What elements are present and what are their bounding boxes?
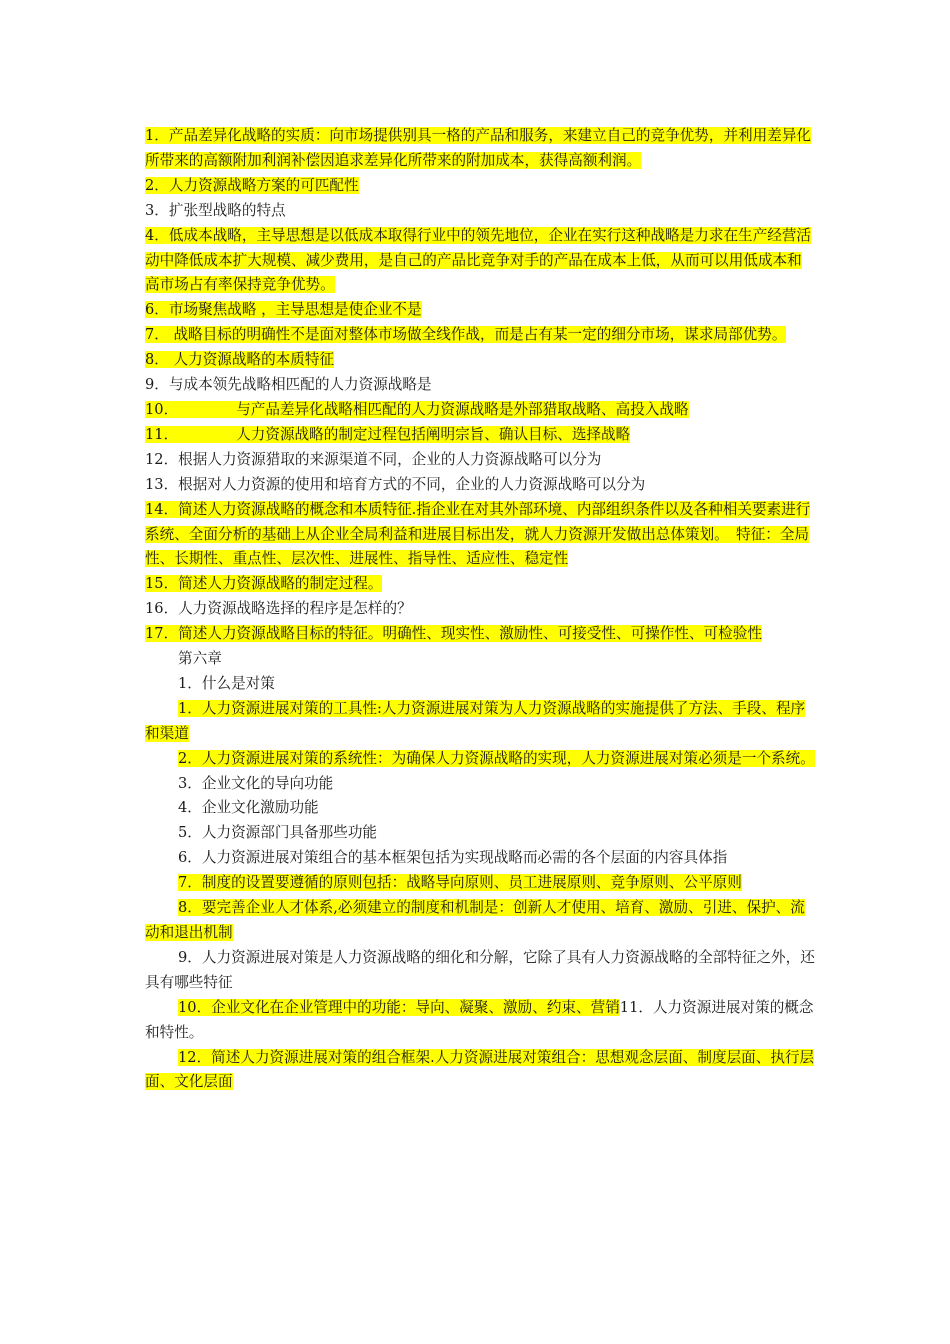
item-4 — [145, 224, 815, 299]
highlighted-text — [145, 426, 630, 443]
ch6-item-12 — [145, 1046, 815, 1096]
plain-text: 9．人力资源进展对策是人力资源战略的细化和分解，它除了具有人力资源战略的全部特征之外，还具有哪些特征 — [145, 948, 815, 991]
plain-text: 6．人力资源进展对策组合的基本框架包括为实现战略而必需的各个层面的内容具体指 — [178, 849, 728, 867]
highlighted-text: 8． 人力资源战略的本质特征 — [145, 351, 335, 369]
item-8 — [145, 348, 815, 373]
highlighted-text: 4．低成本战略，主导思想是以低成本取得行业中的领先地位，企业在实行这种战略是力求在生产经营活动中降低成本扩大规模、减少费用，是自己的产品比竞争对手的产品在成本上低，从而可以用低成本和高市场占有率保持竞争优势。 — [145, 226, 812, 294]
highlighted-text: 15．简述人力资源战略的制定过程。 — [145, 575, 383, 593]
plain-text: 3．扩张型战略的特点 — [145, 201, 286, 219]
highlighted-text: 10．企业文化在企业管理中的功能：导向、凝聚、激励、约束、营销 — [178, 998, 620, 1016]
item-17 — [145, 622, 815, 647]
item-6 — [145, 298, 815, 323]
plain-text: 9．与成本领先战略相匹配的人力资源战略是 — [145, 376, 432, 394]
item-1 — [145, 124, 815, 174]
ch6-item-2 — [145, 747, 815, 772]
highlighted-text: 2．人力资源进展对策的系统性：为确保人力资源战略的实现，人力资源进展对策必须是一个系统。 — [178, 749, 815, 767]
item-7 — [145, 323, 815, 348]
item-number: 11． — [145, 425, 179, 443]
ch6-item-3 — [145, 772, 815, 797]
highlighted-text — [145, 401, 689, 418]
item-text: 人力资源战略的制定过程包括阐明宗旨、确认目标、选择战略 — [236, 425, 631, 443]
highlighted-text: 12．简述人力资源进展对策的组合框架.人力资源进展对策组合：思想观念层面、制度层面、执行层面、文化层面 — [145, 1048, 815, 1091]
item-16 — [145, 597, 815, 622]
document-page — [145, 124, 815, 1095]
item-text: 与产品差异化战略相匹配的人力资源战略是外部猎取战略、高投入战略 — [236, 400, 689, 418]
ch6-item-1-question — [145, 672, 815, 697]
item-2 — [145, 174, 815, 199]
plain-text: 16．人力资源战略选择的程序是怎样的？ — [145, 600, 412, 618]
plain-text: 11．人力资源进展对策的概念和特性。 — [145, 998, 814, 1041]
highlighted-text: 17．简述人力资源战略目标的特征。明确性、现实性、激励性、可接受性、可操作性、可检验性 — [145, 625, 762, 643]
ch6-item-5 — [145, 821, 815, 846]
plain-text: 4．企业文化激励功能 — [178, 799, 319, 817]
item-9 — [145, 373, 815, 398]
highlighted-text: 7．制度的设置要遵循的原则包括：战略导向原则、员工进展原则、竞争原则、公平原则 — [178, 874, 742, 892]
chapter-heading — [145, 647, 815, 672]
item-15 — [145, 572, 815, 597]
plain-text: 1．什么是对策 — [178, 674, 275, 692]
item-number: 10． — [145, 400, 179, 418]
plain-text: 12．根据人力资源猎取的来源渠道不同，企业的人力资源战略可以分为 — [145, 450, 602, 468]
item-12 — [145, 448, 815, 473]
item-3 — [145, 199, 815, 224]
highlighted-text: 6．市场聚焦战略 ，主导思想是使企业不是 — [145, 301, 422, 319]
item-10 — [145, 398, 815, 423]
highlighted-text: 1．人力资源进展对策的工具性:人力资源进展对策为人力资源战略的实施提供了方法、手段、程序和渠道 — [145, 699, 806, 742]
highlighted-text: 8．要完善企业人才体系,必须建立的制度和机制是：创新人才使用、培育、激励、引进、保护、流动和退出机制 — [145, 899, 805, 941]
item-11 — [145, 423, 815, 448]
ch6-item-7 — [145, 871, 815, 896]
ch6-item-1 — [145, 697, 815, 747]
item-14 — [145, 498, 815, 573]
highlighted-text: 1．产品差异化战略的实质：向市场提供别具一格的产品和服务，来建立自己的竞争优势，并利用差异化所带来的高额附加利润补偿因追求差异化所带来的附加成本，获得高额利润。 — [145, 127, 812, 169]
ch6-item-8 — [145, 896, 815, 946]
highlighted-text: 2．人力资源战略方案的可匹配性 — [145, 176, 359, 194]
plain-text: 3．企业文化的导向功能 — [178, 774, 334, 792]
ch6-item-9 — [145, 946, 815, 996]
highlighted-text: 14．简述人力资源战略的概念和本质特征.指企业在对其外部环境、内部组织条件以及各种相关要素进行系统、全面分析的基础上从企业全局利益和进展目标出发，就人力资源开发做出总体策划。 特征：全局性、长期性、重点性、层次性、进展性、指导性、适应性、稳定性 — [145, 500, 811, 568]
item-13 — [145, 473, 815, 498]
plain-text: 第六章 — [178, 650, 222, 668]
plain-text: 13．根据对人力资源的使用和培育方式的不同，企业的人力资源战略可以分为 — [145, 475, 646, 493]
plain-text: 5．人力资源部门具备那些功能 — [178, 824, 378, 842]
highlighted-text: 7． 战略目标的明确性不是面对整体市场做全线作战，而是占有某一定的细分市场，谋求局部优势。 — [145, 326, 787, 344]
ch6-item-4 — [145, 796, 815, 821]
ch6-item-6 — [145, 846, 815, 871]
ch6-item-10-11 — [145, 996, 815, 1046]
